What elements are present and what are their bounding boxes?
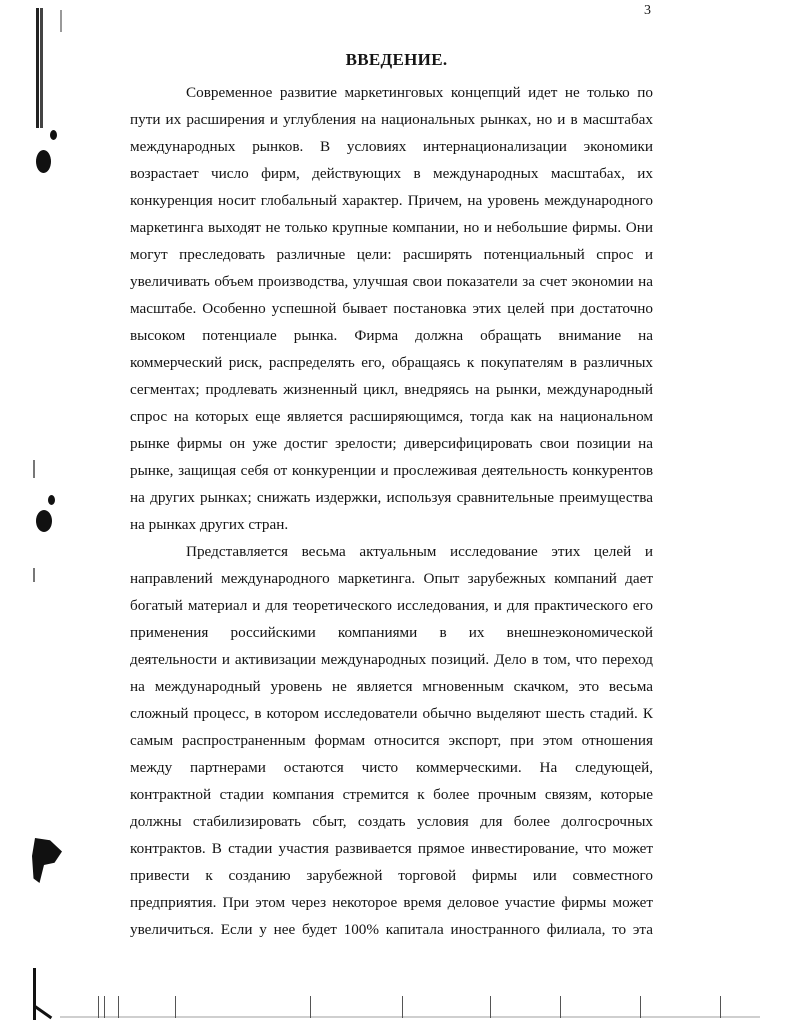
binding-edge-mark	[33, 968, 36, 1020]
text-line: Представляется весьма актуальным исследование этих целей и	[186, 543, 653, 560]
text-line: предприятия. При этом через некоторое время деловое участие фирмы может	[130, 894, 653, 911]
text-line: применения российскими компаниями в их внешнеэкономической	[130, 624, 653, 641]
ink-blot-mark	[32, 838, 62, 883]
text-line: международных рынков. В условиях интернационализации экономики	[130, 138, 653, 155]
scan-noise	[175, 996, 176, 1018]
text-line: на других рынках; снижать издержки, используя сравнительные преимущества	[130, 489, 653, 506]
scan-bottom-edge	[60, 1016, 760, 1018]
text-line: между партнерами остаются чисто коммерческими. На следующей,	[130, 759, 653, 776]
text-line: деятельности и активизации международных позиций. Дело в том, что переход	[130, 651, 653, 668]
binding-edge-mark	[60, 10, 62, 32]
scan-noise	[640, 996, 641, 1018]
page-title: ВВЕДЕНИЕ.	[345, 50, 448, 69]
text-line: масштабе. Особенно успешной бывает постановка этих целей при достаточно	[130, 300, 653, 317]
text-line: рынке, защищая себя от конкуренции и прослеживая деятельность конкурентов	[130, 462, 653, 479]
scan-tick-mark	[33, 460, 35, 478]
text-line: на международный уровень не является мгновенным скачком, это весьма	[130, 678, 653, 695]
scan-noise	[490, 996, 491, 1018]
text-line: увеличиться. Если у нее будет 100% капитала иностранного филиала, то эта	[130, 921, 653, 938]
text-line: сложный процесс, в котором исследователи обычно выделяют шесть стадий. К	[130, 705, 653, 722]
text-line: маркетинга выходят не только крупные компании, но и небольшие фирмы. Они	[130, 219, 653, 236]
text-line: рынке фирмы он уже достиг зрелости; диверсифицировать свои позиции на	[130, 435, 653, 452]
text-line: возрастает число фирм, действующих в международных масштабах, их	[130, 165, 653, 182]
page-number: 3	[644, 3, 651, 18]
scan-noise	[560, 996, 561, 1018]
text-line: Современное развитие маркетинговых концепций идет не только по	[186, 84, 653, 101]
text-line: конкуренция носит глобальный характер. Причем, на уровень международного	[130, 192, 653, 209]
scan-noise	[720, 996, 721, 1018]
scan-noise	[118, 996, 119, 1018]
text-line: коммерческий риск, распределять его, обращаясь к покупателям в различных	[130, 354, 653, 371]
scan-noise	[104, 996, 105, 1018]
text-line: могут преследовать различные цели: расширять потенциальный спрос и	[130, 246, 653, 263]
text-line: должны стабилизировать сбыт, создать условия для более долгосрочных	[130, 813, 653, 830]
text-line: спрос на которых еще является расширяющимся, тогда как на национальном	[130, 408, 653, 425]
text-line: контрактной стадии компания стремится к более прочным связям, которые	[130, 786, 653, 803]
text-line: направлений международного маркетинга. Опыт зарубежных компаний дает	[130, 570, 653, 587]
text-line: самым распространенным формам относится экспорт, при этом отношения	[130, 732, 653, 749]
punch-hole-mark	[50, 130, 57, 140]
text-line: на рынках других стран.	[130, 516, 289, 533]
text-line: богатый материал и для теоретического исследования, и для практического его	[130, 597, 653, 614]
text-line: привести к созданию зарубежной торговой фирмы или совместного	[130, 867, 653, 884]
punch-hole-mark	[48, 495, 55, 505]
punch-hole-mark	[36, 510, 52, 532]
text-line: пути их расширения и углубления на национальных рынках, но и в масштабах	[130, 111, 653, 128]
scan-noise	[402, 996, 403, 1018]
text-line: контрактов. В стадии участия развивается прямое инвестирование, что может	[130, 840, 653, 857]
binding-edge-mark	[34, 1005, 52, 1019]
scan-noise	[310, 996, 311, 1018]
text-line: увеличивать объем производства, улучшая свои показатели за счет экономии на	[130, 273, 653, 290]
scan-noise	[98, 996, 99, 1018]
text-line: высоком потенциале рынка. Фирма должна обращать внимание на	[130, 327, 653, 344]
text-line: сегментах; продлевать жизненный цикл, внедряясь на рынки, международный	[130, 381, 653, 398]
scan-tick-mark	[33, 568, 35, 582]
punch-hole-mark	[36, 150, 51, 173]
